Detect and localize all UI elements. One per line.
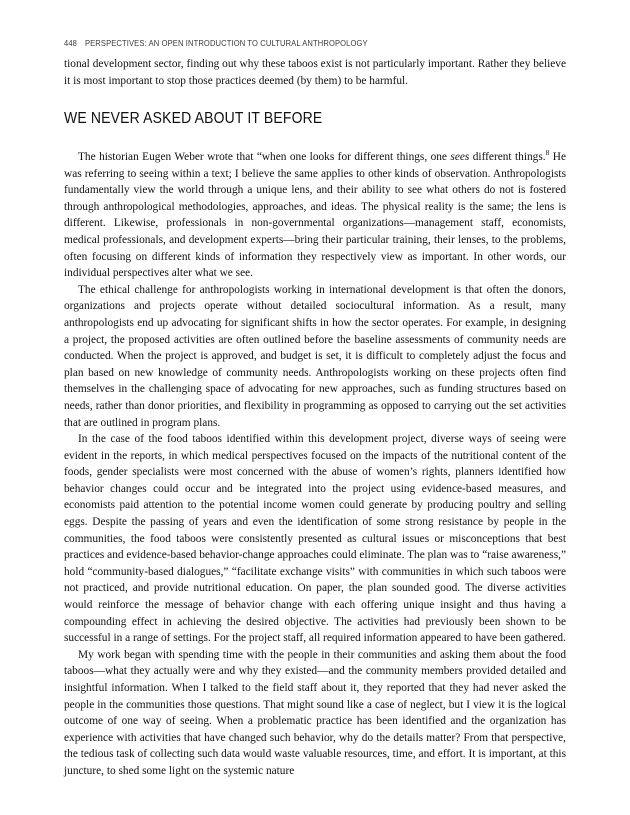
section-heading: WE NEVER ASKED ABOUT IT BEFORE: [64, 110, 323, 127]
book-title: PERSPECTIVES: AN OPEN INTRODUCTION TO CULTURAL ANTHROPOLOGY: [84, 38, 368, 48]
footnote-marker: 8: [545, 148, 550, 158]
paragraph-4: My work began with spending time with the people in their communities and asking them about the food taboos—what they actually were and why they existed—and the community members provided detailed and insightful information. When I talked to the field staff about it, they reported that they had never asked the people in the communities those questions. That might sound like a case of neglect, but I view it is the logical outcome of one way of seeing. When a problematic practice has been identified and the organization has experience with activities that have changed such behavior, why do the details matter? From that perspective, the tedious task of collecting such data would waste valuable resources, time, and effort. It is important, at this juncture, to shed some light on the systemic nature: [64, 648, 566, 777]
page-number: 448: [64, 38, 78, 48]
section-body: [64, 149, 566, 780]
paragraph-2: The ethical challenge for anthropologists working in international development is that often the donors, organizations and projects operate without detailed sociocultural information. As a result, many anthropologists end up advocating for significant shifts in how the sector operates. For example, in designing a project, the proposed activities are often outlined before the baseline assessments of community needs are conducted. When the project is approved, and budget is set, it is difficult to completely adjust the focus and plan based on new knowledge of community needs. Anthropologists working on these projects often find themselves in the challenging space of advocating for new approaches, such as funding structures based on needs, rather than donor priorities, and flexibility in programming as opposed to carrying out the set activities that are outlined in program plans.: [64, 283, 566, 429]
emphasis-sees: sees: [450, 151, 470, 163]
paragraph-1: [64, 149, 566, 282]
top-paragraph: tional development sector, finding out why these taboos exist is not particularly important. Rather they believe it is most important to stop those practices deemed (by them) to be harmful.: [64, 58, 566, 87]
paragraph-3: In the case of the food taboos identified within this development project, diverse ways of seeing were evident in the reports, in which medical perspectives focused on the impacts of the nutritional content of the foods, gender specialists were most concerned with the abuse of women’s rights, planners identified how behavior changes could occur and be integrated into the project using evidence-based measures, and economists paid attention to the potential income women could generate by producing poultry and selling eggs. Despite the passing of years and even the identification of some strong resistance by people in the communities, the food taboos were consistently presented as cultural issues or misconceptions that best practices and evidence-based behavior-change approaches could eliminate. The plan was to “raise awareness,” hold “community-based dialogues,” “facilitate exchange visits” with communities in which such taboos were not practiced, and provide nutritional education. On paper, the plan sounded good. The diverse activities would reinforce the message of behavior change with each offering unique insight and thus having a compounding effect in achieving the desired objective. The activities had previously been shown to be successful in a range of settings. For the project staff, all required information appeared to have been gathered.: [64, 433, 566, 645]
running-head: [64, 38, 368, 48]
paragraph-1-rest: He was referring to seeing within a text; I believe the same applies to other kinds of observation. Anthropologists fundamentally view the world through a unique lens, and their ability to see what others do not is fostered through anthropological methodologies, approaches, and ideas. The physical reality is the same; the lens is different. Likewise, professionals in non-governmental organizations—management staff, economists, medical professionals, and development experts—bring their particular training, their lenses, to the problems, often focusing on different kinds of information they respectively view as important. In other words, our individual perspectives alter what we see.: [64, 151, 566, 280]
paragraph-1-quote-end: different things.: [469, 151, 546, 163]
paragraph-1-lead: The historian Eugen Weber wrote that “when one looks for different things, one: [78, 151, 451, 163]
continued-text: [64, 56, 566, 89]
